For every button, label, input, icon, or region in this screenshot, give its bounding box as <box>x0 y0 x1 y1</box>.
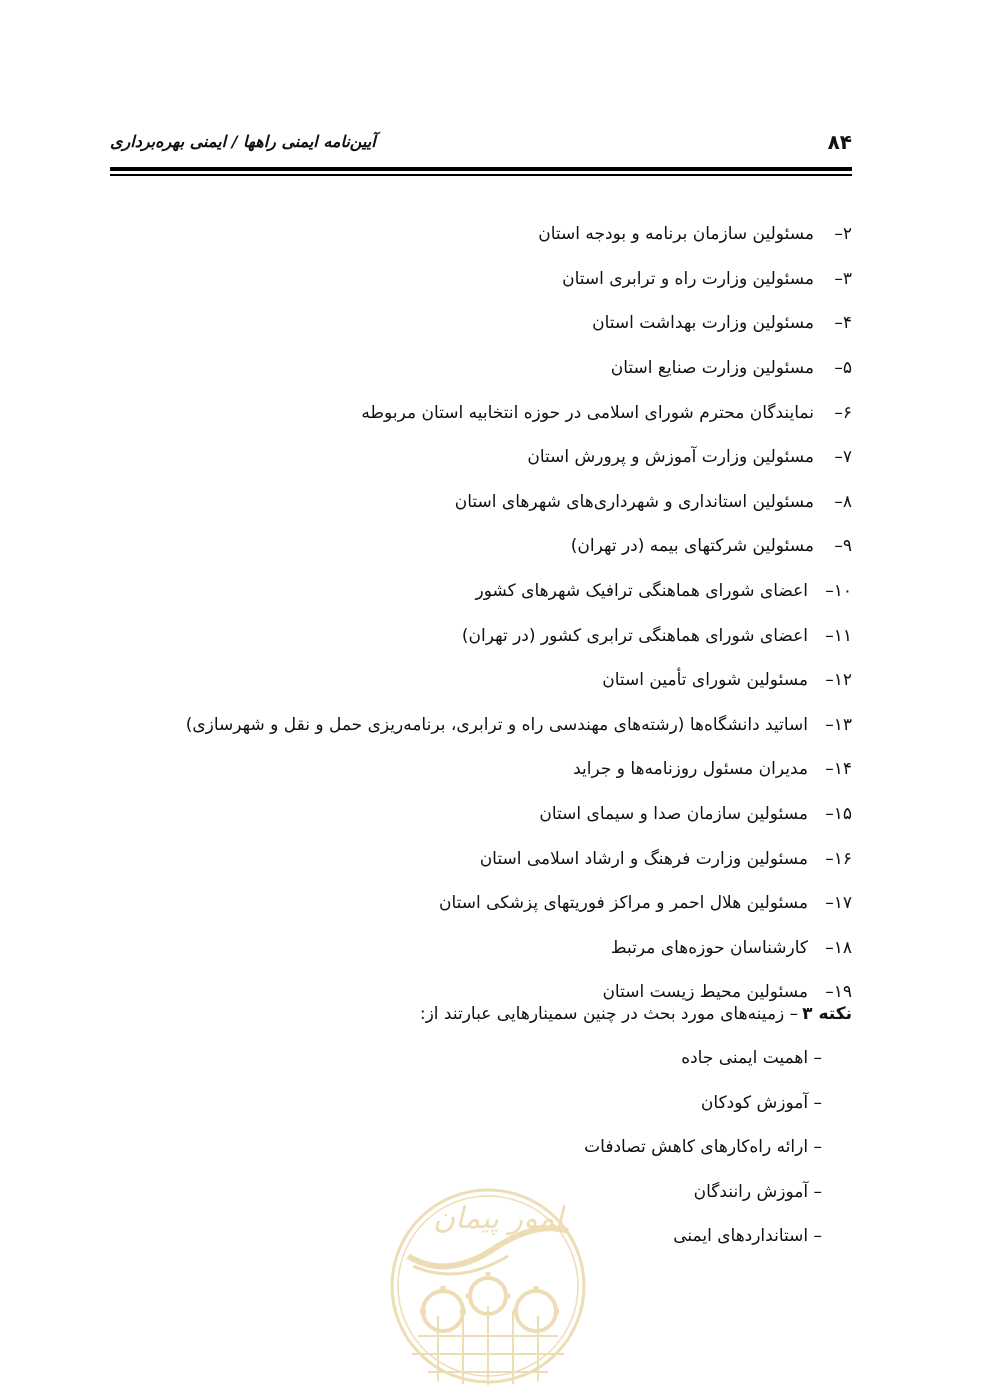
topic-item: – آموزش رانندگان <box>693 1181 822 1202</box>
list-item <box>132 613 852 658</box>
item-number: ۱۵– <box>825 804 852 825</box>
publisher-logo-watermark <box>388 1186 588 1386</box>
item-number: ۷– <box>834 447 852 468</box>
item-text: مسئولین سازمان برنامه و بودجه استان <box>538 224 814 245</box>
item-number: ۵– <box>834 358 852 379</box>
item-text: مسئولین وزارت صنایع استان <box>610 358 814 379</box>
list-item <box>132 435 852 480</box>
topic-item: – استانداردهای ایمنی <box>673 1226 822 1247</box>
item-text: اعضای شورای هماهنگی ترافیک شهرهای کشور <box>475 581 808 602</box>
item-text: اساتید دانشگاه‌ها (رشته‌های مهندسی راه و ترابری، برنامه‌ریزی حمل و نقل و شهرسازی) <box>185 714 808 735</box>
page-number: ۸۴ <box>827 130 852 154</box>
item-text: مسئولین وزارت راه و ترابری استان <box>562 268 814 289</box>
item-text: مدیران مسئول روزنامه‌ها و جراید <box>573 759 808 780</box>
list-item <box>132 301 852 346</box>
list-item <box>132 480 852 525</box>
topic-item: – ارائه راه‌کارهای کاهش تصادفات <box>584 1137 822 1158</box>
item-text: نمایندگان محترم شورای اسلامی در حوزه انتخابیه استان مربوطه <box>361 402 814 423</box>
item-number: ۱۰– <box>825 581 852 602</box>
running-title: آیین‌نامه ایمنی راهها / ایمنی بهره‌برداری <box>110 132 376 151</box>
item-number: ۱۱– <box>825 625 852 646</box>
item-number: ۶– <box>834 402 852 423</box>
item-text: مسئولین وزارت آموزش و پرورش استان <box>527 447 814 468</box>
item-text: مسئولین هلال احمر و مراکز فوریتهای پزشکی استان <box>438 893 808 914</box>
item-text: مسئولین شرکتهای بیمه (در تهران) <box>570 536 814 557</box>
item-number: ۱۶– <box>825 848 852 869</box>
topic-item: – اهمیت ایمنی جاده <box>681 1048 822 1069</box>
item-number: ۴– <box>834 313 852 334</box>
item-text: مسئولین استانداری و شهرداری‌های شهرهای استان <box>454 491 814 512</box>
item-text: کارشناسان حوزه‌های مرتبط <box>610 937 808 958</box>
item-number: ۸– <box>834 491 852 512</box>
list-item <box>132 257 852 302</box>
header-rule-thin <box>110 174 852 176</box>
logo-text: امور پیمان <box>433 1201 563 1236</box>
list-item <box>132 792 852 837</box>
attendees-list <box>132 212 852 1015</box>
item-text: مسئولین وزارت بهداشت استان <box>592 313 814 334</box>
item-number: ۱۲– <box>825 670 852 691</box>
list-item <box>132 569 852 614</box>
item-number: ۳– <box>834 268 852 289</box>
item-number: ۱۹– <box>825 982 852 1003</box>
item-text: مسئولین سازمان صدا و سیمای استان <box>539 804 808 825</box>
list-item <box>132 836 852 881</box>
list-item <box>132 212 852 257</box>
list-item <box>132 346 852 391</box>
item-text: مسئولین محیط زیست استان <box>602 982 808 1003</box>
item-text: اعضای شورای هماهنگی ترابری کشور (در تهران) <box>461 625 808 646</box>
item-number: ۱۳– <box>825 714 852 735</box>
list-item <box>132 881 852 926</box>
list-item <box>132 703 852 748</box>
item-number: ۱۸– <box>825 937 852 958</box>
list-item <box>132 524 852 569</box>
list-item <box>132 926 852 971</box>
item-number: ۹– <box>834 536 852 557</box>
item-text: مسئولین شورای تأمین استان <box>602 670 808 691</box>
item-text: مسئولین وزارت فرهنگ و ارشاد اسلامی استان <box>479 848 808 869</box>
item-number: ۲– <box>834 224 852 245</box>
note-text: – زمینه‌های مورد بحث در چنین سمینارهایی عبارتند از: <box>419 1004 799 1024</box>
topic-item: – آموزش کودکان <box>700 1092 822 1113</box>
list-item <box>132 658 852 703</box>
header-rule-thick <box>110 167 852 171</box>
list-item <box>132 390 852 435</box>
note-label: نکته ۳ <box>802 1004 852 1024</box>
note-paragraph <box>132 994 852 1034</box>
item-number: ۱۴– <box>825 759 852 780</box>
item-number: ۱۷– <box>825 893 852 914</box>
page-header <box>110 128 852 162</box>
list-item <box>132 747 852 792</box>
